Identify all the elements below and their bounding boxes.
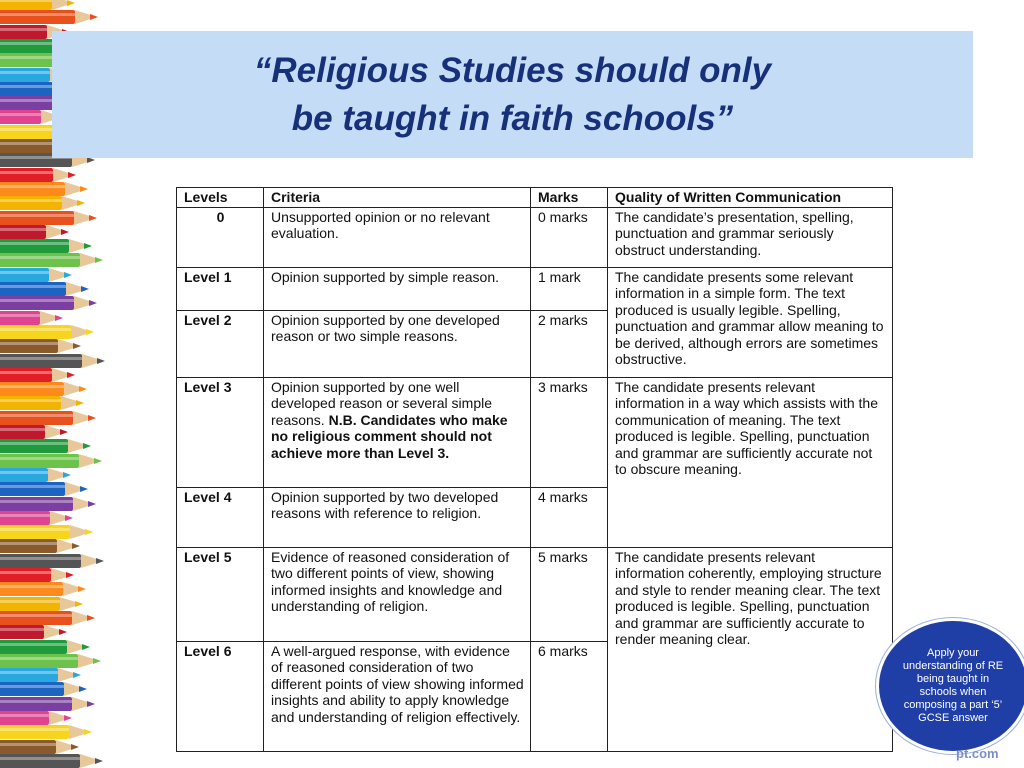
mark-scheme-table	[176, 187, 893, 752]
qwc-cell: The candidate presents relevant information in a way which assists with the communication of meaning. The text produced is legible. Spelling, punctuation and grammar are sufficiently accurate not to obscure meaning.	[608, 377, 893, 547]
level-cell: Level 5	[177, 547, 264, 641]
marks-cell: 6 marks	[531, 641, 608, 751]
callout-circle	[876, 618, 1024, 754]
title-banner	[52, 31, 973, 158]
qwc-cell: The candidate presents relevant information coherently, employing structure and style to render meaning clear. The text produced is legible. Spelling, punctuation and grammar are sufficiently accurate to render meaning clear.	[608, 547, 893, 751]
criteria-cell: Unsupported opinion or no relevant evaluation.	[264, 207, 531, 267]
header-qwc: Quality of Written Communication	[608, 188, 893, 208]
marks-cell: 3 marks	[531, 377, 608, 487]
table-row	[177, 207, 893, 267]
marks-cell: 1 mark	[531, 267, 608, 310]
marks-cell: 5 marks	[531, 547, 608, 641]
table-row	[177, 267, 893, 310]
callout-text: Apply your understanding of RE being taught in schools when composing a part ‘5’ GCSE answer	[902, 647, 1004, 724]
header-levels: Levels	[177, 188, 264, 208]
marks-cell: 2 marks	[531, 310, 608, 377]
qwc-cell: The candidate’s presentation, spelling, punctuation and grammar seriously obstruct understanding.	[608, 207, 893, 267]
level-cell: 0	[177, 207, 264, 267]
mark-scheme-document	[160, 176, 908, 768]
level-cell: Level 3	[177, 377, 264, 487]
level-cell: Level 1	[177, 267, 264, 310]
table-row	[177, 377, 893, 487]
criteria-cell: Opinion supported by simple reason.	[264, 267, 531, 310]
level-cell: Level 4	[177, 487, 264, 547]
watermark-text: pt.com	[956, 746, 999, 761]
criteria-cell: A well-argued response, with evidence of reasoned consideration of two different points of view showing informed insights and ability to apply knowledge and understanding of religion effectively.	[264, 641, 531, 751]
qwc-cell: The candidate presents some relevant information in a simple form. The text produced is usually legible. Spelling, punctuation and grammar allow meaning to be derived, although errors are sometimes obstructive.	[608, 267, 893, 377]
table-header-row	[177, 188, 893, 208]
header-marks: Marks	[531, 188, 608, 208]
title-line-2: be taught in faith schools”	[291, 98, 734, 138]
criteria-text: Opinion supported by one well developed reason or several simple reasons.	[271, 378, 493, 428]
slide-title	[254, 47, 771, 143]
table-row	[177, 547, 893, 641]
criteria-cell: Evidence of reasoned consideration of two different points of view, showing informed insights and knowledge and understanding of religion.	[264, 547, 531, 641]
criteria-cell: Opinion supported by one developed reason or two simple reasons.	[264, 310, 531, 377]
level-cell: Level 6	[177, 641, 264, 751]
marks-cell: 0 marks	[531, 207, 608, 267]
criteria-cell: Opinion supported by two developed reasons with reference to religion.	[264, 487, 531, 547]
level-cell: Level 2	[177, 310, 264, 377]
criteria-note: N.B. Candidates who make no religious comment should not achieve more than Level 3.	[271, 411, 508, 461]
header-criteria: Criteria	[264, 188, 531, 208]
marks-cell: 4 marks	[531, 487, 608, 547]
title-line-1: “Religious Studies should only	[253, 50, 772, 90]
criteria-cell	[264, 377, 531, 487]
